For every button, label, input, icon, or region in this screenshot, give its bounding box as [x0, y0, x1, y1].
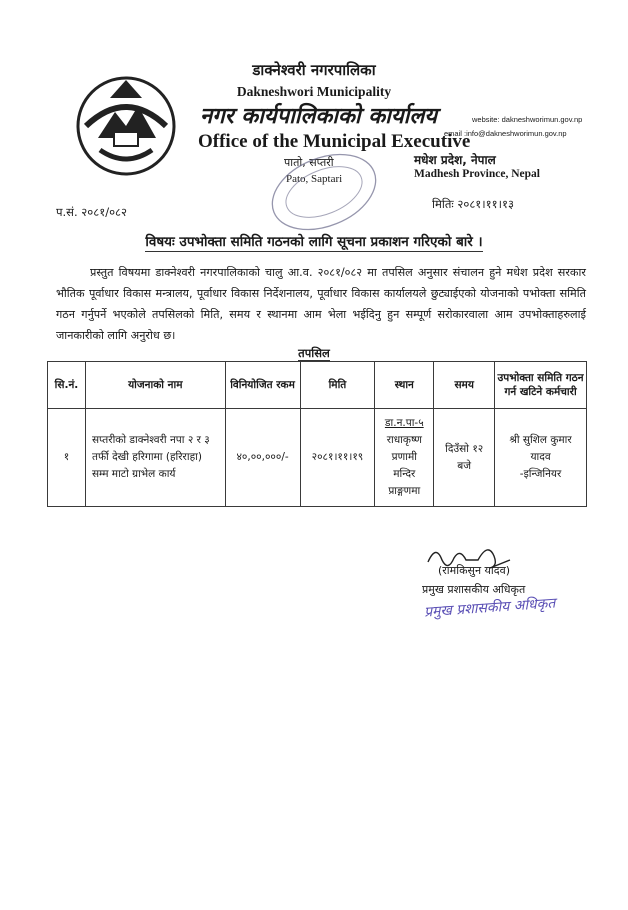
email-text: email :info@dakneshworimun.gov.np	[444, 129, 567, 138]
address-nepali: पातो, सप्तरी	[284, 156, 334, 169]
province-nepali: मधेश प्रदेश, नेपाल	[414, 153, 496, 167]
header-time: समय	[434, 362, 495, 409]
time-line-2: बजे	[457, 459, 472, 472]
signatory-title: प्रमुख प्रशासकीय अधिकृत	[422, 583, 526, 596]
project-line-1: सप्तरीको डाक्नेश्वरी नपा २ र ३	[91, 434, 210, 446]
office-name-nepali: नगर कार्यपालिकाको कार्यालय	[200, 104, 437, 129]
website-text: website: dakneshworimun.gov.np	[472, 115, 583, 124]
org-name-english: Dakneshwori Municipality	[236, 84, 392, 99]
table-row	[48, 409, 587, 507]
body-paragraph: प्रस्तुत विषयमा डाक्नेश्वरी नगरपालिकाको चालु आ.व. २०८१/०८२ मा तपसिल अनुसार संचालन हुने मधेश प्रदेश सरकार भौतिक पूर्वाधार विकास मन्त्रालय, पूर्वाधार विकास निर्देशनालय, पूर्वाधार विकास कार्यालयले छुट्याईएको योजनाको पभोक्ता समिति गठन गर्नुपर्ने भएकोले तपसिलको मिति, समय र स्थानमा आम भेला भईदिनु हुन सम्पूर्ण सरोकारवाला आम उपभोक्ताहरुलाई जानकारीको लागि अनुरोध छ।	[56, 266, 586, 342]
office-stamp	[262, 148, 382, 232]
header-date: मिति	[300, 362, 375, 409]
subject-text: विषयः उपभोक्ता समिति गठनको लागि सूचना प्रकाशन गरिएको बारे ।	[145, 234, 483, 250]
location-line-4: मन्दिर	[393, 468, 416, 480]
address-english: Pato, Saptari	[286, 173, 343, 185]
cell-amount: ४०,००,०००/-	[225, 409, 300, 507]
cell-project-name	[85, 409, 225, 507]
letter-date: मितिः २०८१।११।१३	[432, 197, 514, 211]
cell-staff	[495, 409, 587, 507]
header-staff: उपभोक्ता समिति गठन गर्न खटिने कर्मचारी	[495, 362, 587, 409]
cell-sn: १	[48, 409, 86, 507]
project-line-3: सम्म माटो ग्राभेल कार्य	[91, 468, 176, 480]
table-caption	[0, 346, 628, 361]
header-location: स्थान	[375, 362, 434, 409]
schedule-table	[47, 361, 587, 507]
office-name-english: Office of the Municipal Executive	[198, 131, 471, 152]
cell-date: २०८१।११।१९	[300, 409, 375, 507]
location-line-5: प्राङ्गणमा	[388, 485, 421, 497]
header-project-name: योजनाको नाम	[85, 362, 225, 409]
staff-line-3: -इन्जिनियर	[519, 468, 562, 480]
header-amount: विनियोजित रकम	[225, 362, 300, 409]
org-name-nepali: डाक्नेश्वरी नगरपालिका	[252, 61, 376, 79]
subject-line	[0, 232, 628, 250]
project-line-2: तर्फी देखी हरिगामा (हरिराहा)	[91, 451, 202, 463]
province-english: Madhesh Province, Nepal	[414, 168, 540, 180]
table-header-row	[48, 362, 587, 409]
cell-location	[375, 409, 434, 507]
location-line-3: प्रणामी	[391, 451, 417, 463]
staff-line-2: यादव	[530, 451, 551, 463]
header-sn: सि.नं.	[48, 362, 86, 409]
staff-line-1: श्री सुशिल कुमार	[509, 434, 572, 446]
cell-time	[434, 409, 495, 507]
time-line-1: दिउँसो १२	[445, 442, 484, 455]
reference-number: प.सं. २०८१/०८२	[56, 205, 128, 219]
designation-stamp: प्रमुख प्रशासकीय अधिकृत	[423, 595, 556, 621]
signatory-name: (रामकिसुन यादव)	[438, 564, 511, 577]
location-line-1: डा.न.पा-५	[384, 417, 424, 429]
table-caption-text: तपसिल	[298, 346, 330, 360]
location-line-2: राधाकृष्ण	[386, 434, 422, 446]
